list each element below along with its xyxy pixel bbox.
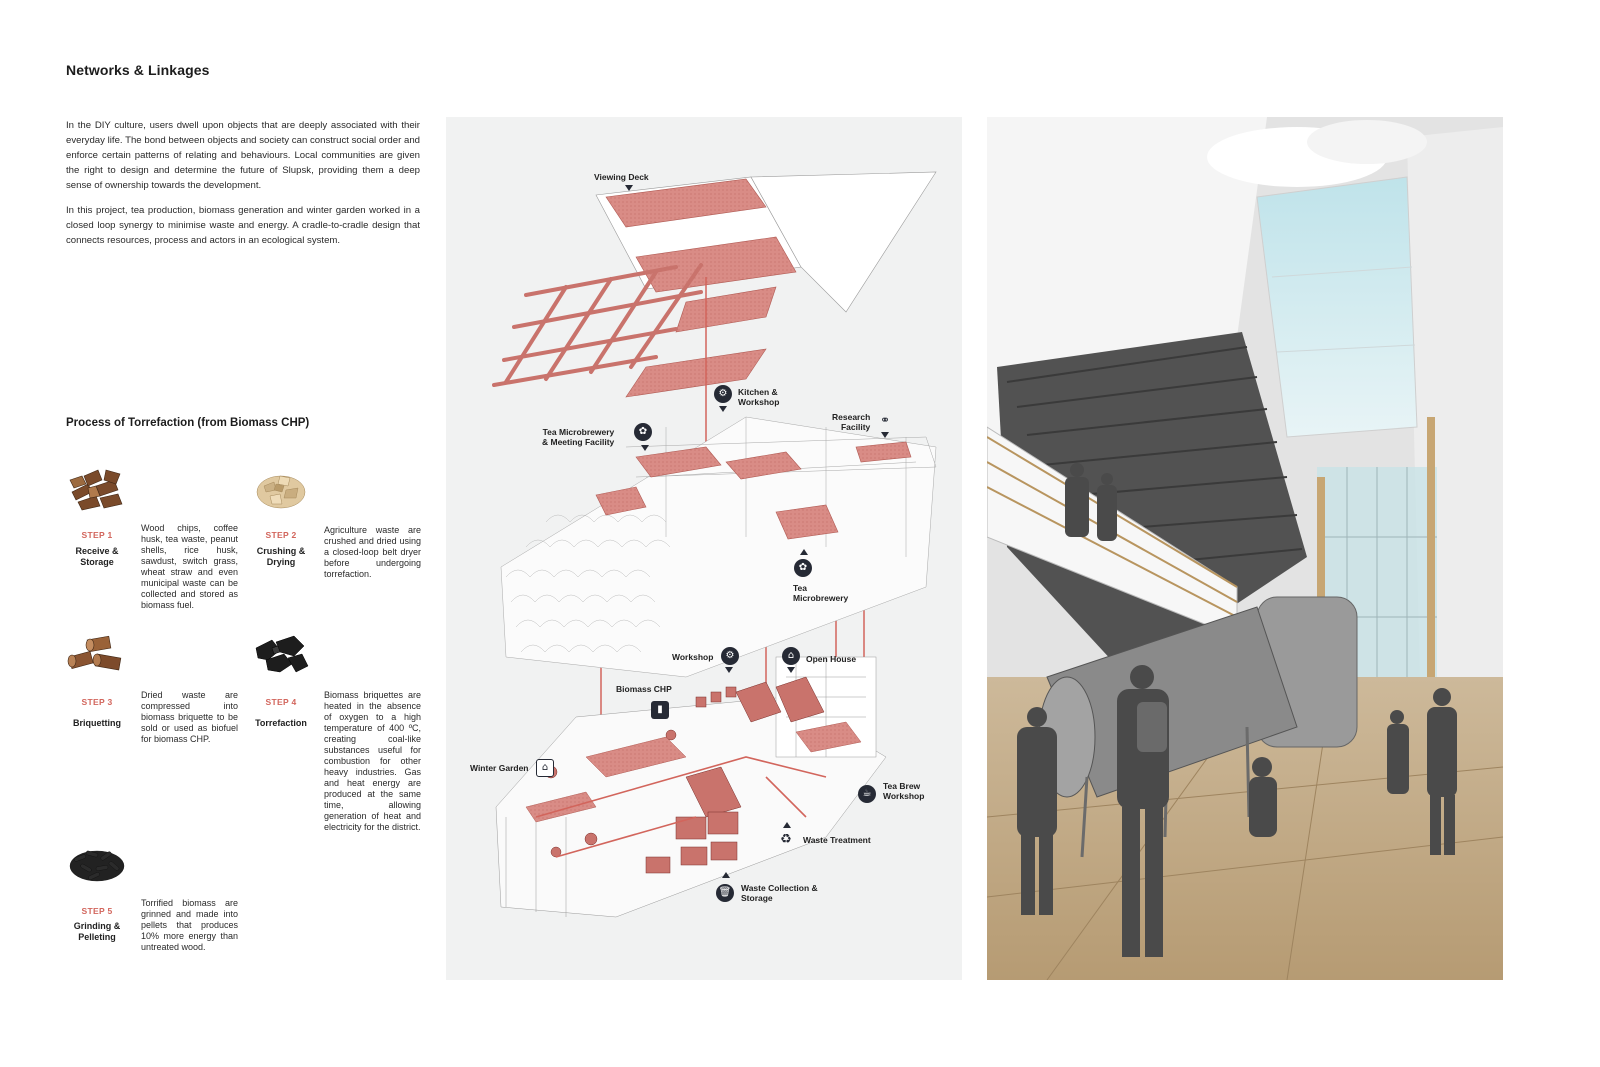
label-research-facility: Research Facility bbox=[832, 412, 871, 432]
open-house-icon: ⌂ bbox=[782, 647, 800, 665]
label-open-house: Open House bbox=[806, 654, 857, 664]
step-4-description: Biomass briquettes are heated in the absence of oxygen to a high temperature of 400 ºC, creating coal-like substances useful for combustion for other heavy industries. Gas and heat energy are produced at the same time, allowing generation of heat and electricity for the district. bbox=[324, 690, 421, 832]
step-1-description: Wood chips, coffee husk, tea waste, peanut shells, rice husk, sawdust, switch grass, wheat straw and even municipal waste can be collected and stored as biomass fuel. bbox=[141, 523, 238, 610]
step-1-name: Receive & Storage bbox=[75, 546, 119, 567]
step-4-image bbox=[250, 628, 312, 685]
tea-cup-icon: ☕ bbox=[858, 785, 876, 803]
marker-open-house bbox=[787, 667, 795, 673]
marker-tea-meeting bbox=[641, 445, 649, 451]
step-2-image bbox=[250, 462, 312, 519]
marker-research bbox=[881, 432, 889, 438]
page-title: Networks & Linkages bbox=[66, 62, 210, 78]
bin-icon: 🗑 bbox=[716, 884, 734, 902]
label-winter-garden: Winter Garden bbox=[470, 763, 529, 773]
step-5-image bbox=[66, 836, 128, 893]
step-3-image bbox=[66, 628, 128, 685]
label-viewing-deck: Viewing Deck bbox=[594, 172, 649, 182]
marker-waste-collection bbox=[722, 872, 730, 878]
marker-workshop bbox=[725, 667, 733, 673]
microbrewery-icon: ✿ bbox=[794, 559, 812, 577]
tea-gear-icon: ✿ bbox=[634, 423, 652, 441]
step-1-image bbox=[66, 462, 128, 519]
step-1-number: STEP 1 bbox=[81, 530, 113, 540]
step-3-number: STEP 3 bbox=[81, 697, 113, 707]
intro-paragraph-2: In this project, tea production, biomass generation and winter garden worked in a closed loop synergy to minimise waste and energy. A cradle-to-cradle design that connects resources, process and actors in an ecological system. bbox=[66, 205, 420, 246]
axonometric-drawing bbox=[446, 117, 962, 980]
step-2-name: Crushing & Drying bbox=[256, 546, 306, 567]
step-4-number: STEP 4 bbox=[265, 697, 297, 707]
marker-tea-microbrewery bbox=[800, 549, 808, 555]
intro-paragraph-1: In the DIY culture, users dwell upon objects that are deeply associated with their everyday life. The bond between objects and society can construct social order and enforce certain patterns of relating and behaviours. Local communities are given the right to design and determine the future of Slupsk, providing them a deep sense of ownership towards the development. bbox=[66, 120, 420, 191]
marker-viewing-deck bbox=[625, 185, 633, 191]
process-title: Process of Torrefaction (from Biomass CHP) bbox=[66, 417, 310, 429]
label-waste-treatment: Waste Treatment bbox=[803, 835, 871, 845]
battery-icon: ▮ bbox=[651, 701, 669, 719]
label-biomass-chp: Biomass CHP bbox=[616, 684, 672, 694]
step-5-name: Grinding & Pelleting bbox=[73, 921, 121, 942]
interior-render bbox=[987, 117, 1503, 980]
marker-waste-treatment bbox=[783, 822, 791, 828]
workshop-icon: ⚙ bbox=[721, 647, 739, 665]
research-icon: ⚭ bbox=[879, 413, 891, 427]
step-2-description: Agriculture waste are crushed and dried using a closed-loop belt dryer before undergoing torrefaction. bbox=[324, 525, 421, 579]
marker-kitchen bbox=[719, 406, 727, 412]
step-2-number: STEP 2 bbox=[265, 530, 297, 540]
kitchen-icon: ⚙ bbox=[714, 385, 732, 403]
recycle-icon: ♻ bbox=[780, 832, 792, 847]
label-waste-collection: Waste Collection & Storage bbox=[741, 883, 818, 903]
step-5-number: STEP 5 bbox=[81, 906, 113, 916]
intro-text bbox=[66, 118, 420, 258]
interior-illustration bbox=[987, 117, 1503, 980]
step-4-name: Torrefaction bbox=[255, 718, 307, 728]
label-tea-microbrewery: Tea Microbrewery bbox=[793, 583, 849, 603]
step-5-description: Torrified biomass are grinned and made into pellets that produces 10% more energy than untreated wood. bbox=[141, 898, 238, 952]
axonometric-diagram bbox=[446, 117, 962, 980]
label-tea-brew-workshop: Tea Brew Workshop bbox=[883, 781, 925, 801]
label-workshop: Workshop bbox=[672, 652, 714, 662]
step-3-name: Briquetting bbox=[73, 718, 121, 728]
winter-garden-icon: ⌂ bbox=[536, 759, 554, 777]
label-kitchen-workshop: Kitchen & Workshop bbox=[738, 387, 780, 407]
step-3-description: Dried waste are compressed into biomass briquette to be sold or used as biofuel for biomass CHP. bbox=[141, 690, 238, 744]
label-tea-meeting: Tea Microbrewery & Meeting Facility bbox=[542, 427, 615, 447]
